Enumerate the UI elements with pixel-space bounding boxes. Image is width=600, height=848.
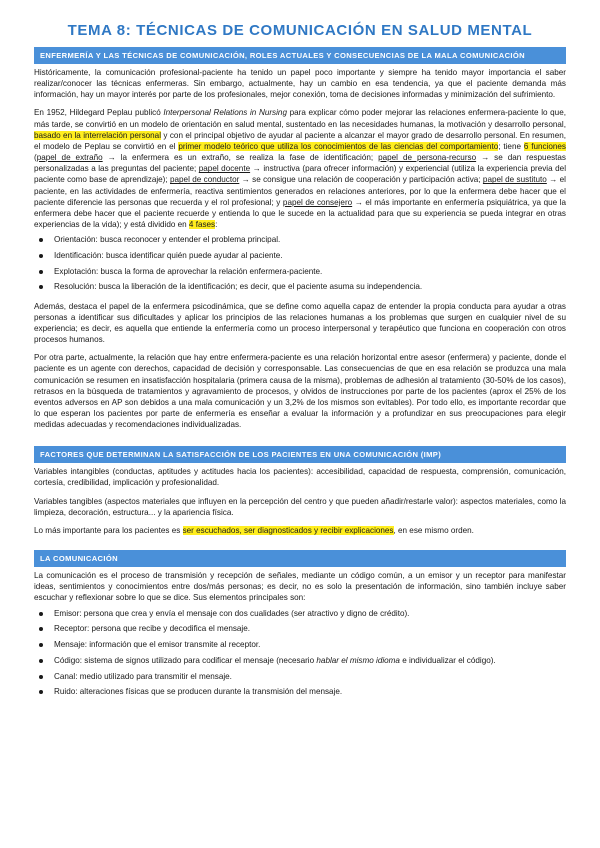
list-item: Ruido: alteraciones físicas que se producen durante la transmisión del mensaje. (34, 686, 566, 697)
list-item: Código: sistema de signos utilizado para codificar el mensaje (necesario hablar el mismo idioma e individualizar el código). (34, 655, 566, 666)
paragraph-tangibles: Variables tangibles (aspectos materiales que influyen en la percepción del centro y que pueden añadir/restarle valor): aspectos materiales, como la limpieza, decoración, estructura... y la apariencia física. (34, 496, 566, 517)
paragraph-psicodinamica: Además, destaca el papel de la enfermera psicodinámica, que se define como aquella capaz de entender la propia conducta para ayudar a otras personas a identificar sus dificultades y aplicar los principios de las relaciones humanas a los problemas que surgen en cualquier nivel de su experiencia; es decir, es aquella que entiende la enfermería como un proceso interpersonal y terapéutico que funciona en cooperación con otros procesos humanos. (34, 301, 566, 345)
paragraph-lo-mas-importante: Lo más importante para los pacientes es ser escuchados, ser diagnosticados y recibir explicaciones, en ese mismo orden. (34, 525, 474, 535)
list-item: Identificación: busca identificar quién puede ayudar al paciente. (34, 250, 566, 261)
section-heading-enfermeria: ENFERMERÍA Y LAS TÉCNICAS DE COMUNICACIÓN, ROLES ACTUALES Y CONSECUENCIAS DE LA MALA COMUNICACIÓN (34, 47, 566, 64)
highlight-4-fases: 4 fases (188, 220, 216, 230)
section-heading-factores: FACTORES QUE DETERMINAN LA SATISFACCIÓN DE LOS PACIENTES EN UNA COMUNICACIÓN (IMP) (34, 446, 566, 463)
highlight-primer-modelo: primer modelo teórico que utiliza los conocimientos de las ciencias del comportamiento (178, 141, 499, 151)
paragraph-peplau: En 1952, Hildegard Peplau publicó Interpersonal Relations in Nursing para explicar cómo poder mejorar las relaciones enfermera-paciente lo que, más tarde, se convirtió en un modelo de orientación en salud mental, sustentado en las necesidades humanas, la motivación y desarrollo personal, basado en la interrelación personal y con el principal objetivo de ayudar al paciente a alcanzar el mayor grado de desarrollo personal. En resumen, el modelo de Peplau se convirtió en el primer modelo teórico que utiliza los conocimientos de las ciencias del comportamiento; tiene 6 funciones (papel de extraño → la enfermera es un extraño, se realiza la fase de identificación; papel de persona-recurso → se dan respuestas personalizadas a las preguntas del paciente; papel docente → instructiva (para ofrecer información) y experiencial (utiliza la experiencia previa del paciente como base de aprendizaje); papel de conductor → se consigue una relación de cooperación y participación activa; papel de sustituto → el paciente, en las actividades de enfermería, reactiva sentimientos generados en relaciones anteriores, por lo que la enfermera debe hacer que el paciente diferencie las personas que recuerda y el rol profesional; y papel de consejero → el más importante en enfermería psiquiátrica, ya que la enfermera debe hacer que el paciente recuerde y entienda lo que le sucede en la actualidad para que su experiencia se pueda integrar en otras experiencias de la vida); y está dividido en 4 fases: (34, 108, 566, 230)
list-item: Orientación: busca reconocer y entender el problema principal. (34, 234, 566, 245)
highlight-escuchados: ser escuchados, ser diagnosticados y recibir explicaciones (182, 525, 394, 535)
page-title: TEMA 8: TÉCNICAS DE COMUNICACIÓN EN SALUD MENTAL (67, 22, 533, 39)
list-item: Receptor: persona que recibe y decodifica el mensaje. (34, 623, 566, 634)
paragraph-historia: Históricamente, la comunicación profesional-paciente ha tenido un papel poco importante y siempre ha tenido mayor importancia el saber realizar/conocer las técnicas enfermeras. Sin embargo, actualmente, hay un cambio en esa tendencia, ya que el paciente demanda más información, hay un mayor interés por parte de los profesionales, mejor conexión, toma de decisiones informadas y minimización del sufrimiento. (34, 68, 566, 100)
elements-list (34, 608, 566, 698)
list-item: Resolución: busca la liberación de la identificación; es decir, que el paciente asuma su independencia. (34, 281, 566, 292)
list-item: Mensaje: información que el emisor transmite al receptor. (34, 639, 566, 650)
highlight-interrelacion: basado en la interrelación personal (34, 130, 162, 140)
phases-list (34, 234, 566, 292)
paragraph-relacion-actual: Por otra parte, actualmente, la relación que hay entre enfermera-paciente es una relación horizontal entre asesor (enfermera) y paciente, donde el paciente es un agente con derechos, capacidad de decisión y corresponsable. Las consecuencias de que en esa relación se produzca una mala comunicación se resumen en insatisfacción hospitalaria (primera causa de la misma), problemas de adhesión al tratamiento (30-50% de los casos), retrasos en la búsqueda de tratamientos y agravamiento de procesos, y olvidos de instrucciones por parte de los pacientes (aprox el 25% de los eventos adversos en AP son debidos a una mala comunicación y un 3,2% de los mismos son evitables). Por todo ello, es importante recordar que lo que esperan los pacientes por parte de enfermería es enseñar a evaluar la información y a profundizar en sus preocupaciones para elegir medidas adecuadas y recomendaciones individualizadas. (34, 353, 566, 430)
highlight-6-funciones: 6 funciones (523, 141, 566, 151)
list-item: Emisor: persona que crea y envía el mensaje con dos cualidades (ser atractivo y digno de crédito). (34, 608, 566, 619)
list-item: Explotación: busca la forma de aprovechar la relación enfermera-paciente. (34, 266, 566, 277)
list-item: Canal: medio utilizado para transmitir el mensaje. (34, 671, 566, 682)
section-heading-comunicacion: LA COMUNICACIÓN (34, 550, 566, 567)
paragraph-comunicacion: La comunicación es el proceso de transmisión y recepción de señales, mediante un código común, a un emisor y un receptor para manifestar ideas, sentimientos y conocimientos entre dos/más personas; es decir, no es solo la presentación de información, sino también incluye saber escuchar y reflexionar sobre lo que se dice. Sus elementos principales son: (34, 571, 566, 603)
paragraph-intangibles: Variables intangibles (conductas, aptitudes y actitudes hacia los pacientes): accesibilidad, capacidad de respuesta, comprensión, comunicación, cortesía, credibilidad, implicación y profesionalidad. (34, 467, 566, 488)
